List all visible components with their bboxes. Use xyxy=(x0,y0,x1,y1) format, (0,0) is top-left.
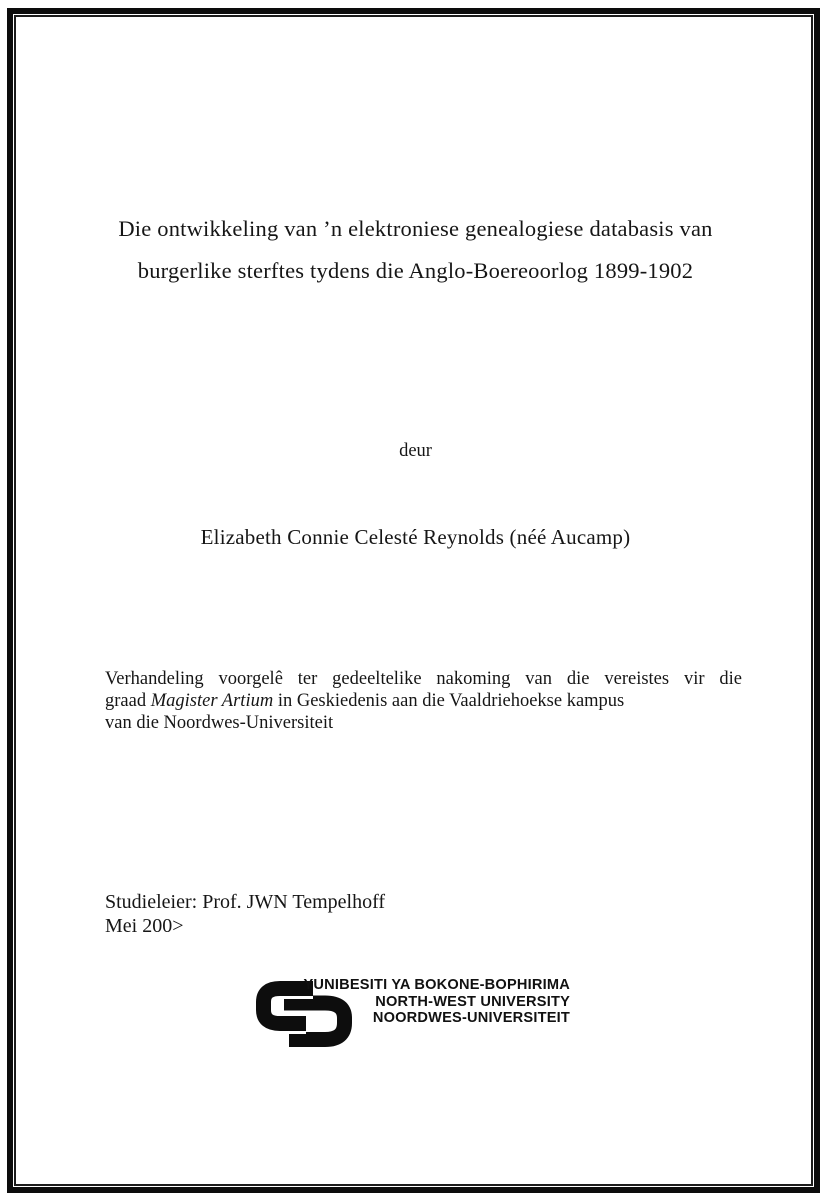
logo-line-afrikaans: NOORDWES-UNIVERSITEIT xyxy=(372,1010,570,1027)
thesis-title-line-1: Die ontwikkeling van ’n elektroniese genealogiese databasis van xyxy=(118,216,713,241)
byline-deur: deur xyxy=(399,441,432,461)
supervisor-line: Studieleier: Prof. JWN Tempelhoff xyxy=(105,891,386,913)
submission-line-2-prefix: graad xyxy=(105,691,151,711)
submission-line-3: van die Noordwes-Universiteit xyxy=(105,713,334,733)
submission-statement xyxy=(105,668,742,734)
degree-name-italic: Magister Artium xyxy=(150,691,274,711)
submission-line-1: Verhandeling voorgelê ter gedeeltelike nakoming van die vereistes vir die xyxy=(105,669,742,689)
logo-line-setswana: YUNIBESITI YA BOKONE-BOPHIRIMA xyxy=(303,977,570,993)
submission-line-2-suffix: in Geskiedenis aan die Vaaldriehoekse kampus xyxy=(273,691,625,711)
author-name: Elizabeth Connie Celesté Reynolds (néé Aucamp) xyxy=(200,525,631,549)
submission-line-2 xyxy=(105,690,742,712)
logo-line-english: NORTH-WEST UNIVERSITY xyxy=(375,993,570,1010)
thesis-title-line-2: burgerlike sterftes tydens die Anglo-Boereoorlog 1899-1902 xyxy=(137,258,694,283)
nwu-logo-wordmark xyxy=(303,977,570,1027)
date-line: Mei 200> xyxy=(105,914,184,937)
supervisor-block xyxy=(105,891,385,938)
